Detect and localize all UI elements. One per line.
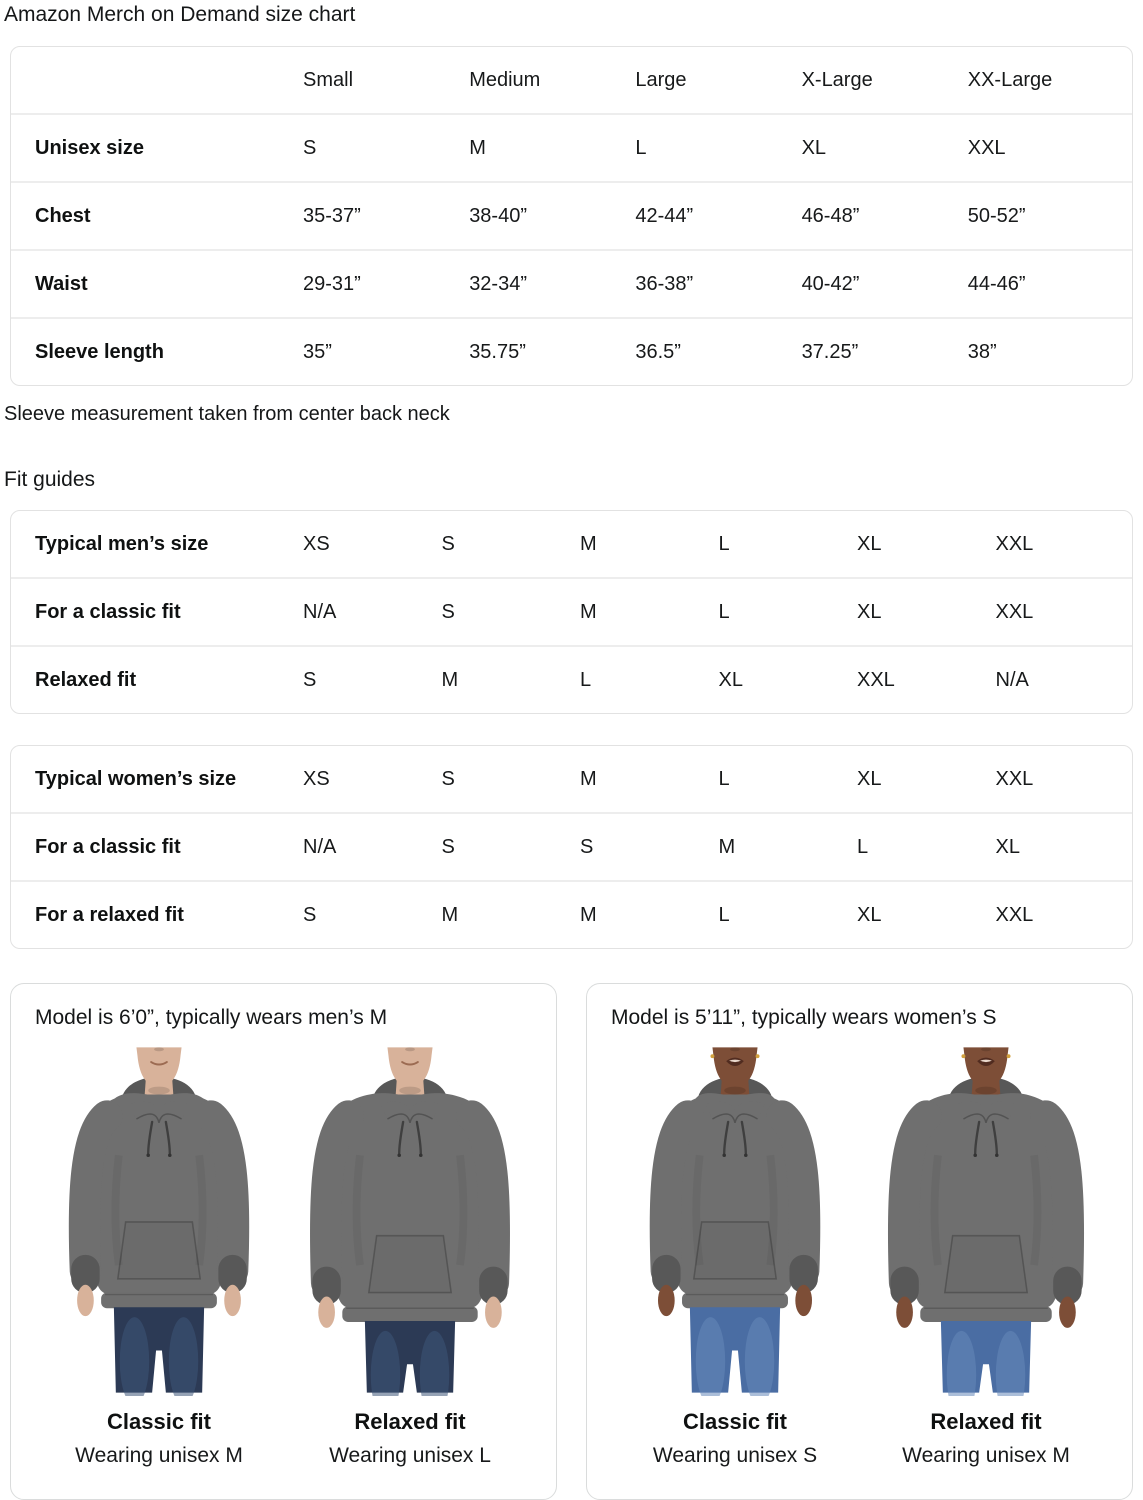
fit-label: Classic fit	[683, 1409, 787, 1434]
size-cell: L	[855, 812, 994, 880]
size-cell: 38”	[966, 317, 1132, 385]
table-row	[11, 317, 1132, 385]
size-cell: N/A	[301, 812, 440, 880]
model-card-heading: Model is 6’0”, typically wears men’s M	[35, 1006, 388, 1029]
row-label: For a relaxed fit	[11, 880, 301, 948]
size-cell: 35.75”	[467, 317, 633, 385]
hoodie-model-illustration	[307, 1044, 513, 1396]
size-cell: XXL	[966, 113, 1132, 181]
fit-label: Relaxed fit	[354, 1409, 466, 1434]
size-cell: XXL	[995, 767, 1034, 790]
size-cell: 32-34”	[467, 249, 633, 317]
corner-cell	[11, 47, 301, 113]
size-cell: N/A	[301, 577, 440, 645]
column-header: XX-Large	[967, 68, 1053, 91]
model-photo	[632, 1044, 838, 1396]
size-cell: S	[301, 645, 440, 713]
size-cell: S	[578, 812, 717, 880]
column-header: Medium	[469, 68, 541, 91]
size-cell: S	[301, 880, 440, 948]
size-cell: 40-42”	[800, 249, 966, 317]
size-cell: 42-44”	[633, 181, 799, 249]
size-cell: S	[441, 532, 455, 555]
size-cell: S	[301, 113, 467, 181]
column-header-row	[11, 47, 1132, 113]
model-card-women	[586, 983, 1133, 1500]
size-cell: XL	[855, 577, 994, 645]
size-cell: L	[717, 880, 856, 948]
table-row	[11, 746, 1132, 812]
table-row	[11, 577, 1132, 645]
hoodie-model-illustration	[632, 1044, 838, 1396]
table-row	[11, 511, 1132, 577]
size-cell: 50-52”	[966, 181, 1132, 249]
size-cell: XXL	[994, 577, 1133, 645]
size-cell: XL	[994, 812, 1133, 880]
column-header: X-Large	[801, 68, 873, 91]
size-cell: M	[440, 645, 579, 713]
size-cell: XXL	[995, 532, 1034, 555]
row-label: For a classic fit	[11, 812, 301, 880]
model-card-heading: Model is 5’11”, typically wears women’s S	[611, 1006, 997, 1029]
size-cell: XL	[717, 645, 856, 713]
table-row	[11, 113, 1132, 181]
size-cell: XXL	[994, 880, 1133, 948]
row-label: Typical men’s size	[35, 532, 209, 555]
model-photo	[307, 1044, 513, 1396]
size-cell: 35”	[301, 317, 467, 385]
size-cell: 44-46”	[966, 249, 1132, 317]
size-cell: L	[633, 113, 799, 181]
wearing-label: Wearing unisex L	[329, 1444, 491, 1467]
model-photo	[883, 1044, 1089, 1396]
size-cell: M	[717, 812, 856, 880]
model-figures	[611, 1044, 1110, 1468]
model-caption	[619, 1409, 851, 1468]
row-label: Relaxed fit	[11, 645, 301, 713]
fit-label: Relaxed fit	[930, 1409, 1042, 1434]
column-header: Small	[303, 68, 354, 91]
row-label: Waist	[11, 249, 301, 317]
size-cell: XS	[303, 532, 330, 555]
size-cell: XL	[855, 880, 994, 948]
table-row	[11, 181, 1132, 249]
size-cell: 35-37”	[301, 181, 467, 249]
row-label: Sleeve length	[11, 317, 301, 385]
size-cell: L	[717, 577, 856, 645]
size-cell: 38-40”	[467, 181, 633, 249]
model-caption	[43, 1409, 275, 1468]
size-cell: S	[440, 577, 579, 645]
size-cell: 36-38”	[633, 249, 799, 317]
fit-guide-women-table	[10, 745, 1133, 949]
model-caption	[870, 1409, 1102, 1468]
size-cell: 46-48”	[800, 181, 966, 249]
table-row	[11, 812, 1132, 880]
size-cell: M	[580, 767, 597, 790]
row-label: Unisex size	[11, 113, 301, 181]
column-header: Large	[635, 68, 687, 91]
fit-guide-men-table	[10, 510, 1133, 714]
table-row	[11, 645, 1132, 713]
size-cell: XXL	[855, 645, 994, 713]
table-row	[11, 249, 1132, 317]
size-cell: M	[467, 113, 633, 181]
size-cell: L	[578, 645, 717, 713]
table-row	[11, 880, 1132, 948]
size-cell: XS	[303, 767, 330, 790]
wearing-label: Wearing unisex M	[902, 1444, 1070, 1467]
wearing-label: Wearing unisex M	[75, 1444, 243, 1467]
size-cell: M	[578, 577, 717, 645]
size-cell: XL	[857, 767, 882, 790]
fit-label: Classic fit	[107, 1409, 211, 1434]
model-card-men	[10, 983, 557, 1500]
size-cell: M	[578, 880, 717, 948]
sleeve-measurement-note: Sleeve measurement taken from center back neck	[4, 403, 450, 425]
size-cell: 29-31”	[301, 249, 467, 317]
model-photo-relaxed-fit	[870, 1044, 1102, 1468]
size-cell: L	[718, 767, 730, 790]
hoodie-model-illustration	[883, 1044, 1089, 1396]
hoodie-model-illustration	[56, 1044, 262, 1396]
row-label: Chest	[11, 181, 301, 249]
row-label: For a classic fit	[11, 577, 301, 645]
size-cell: S	[441, 767, 455, 790]
wearing-label: Wearing unisex S	[652, 1444, 818, 1467]
size-cell: XL	[857, 532, 882, 555]
size-cell: 37.25”	[800, 317, 966, 385]
row-label: Typical women’s size	[35, 767, 237, 790]
size-cell: S	[440, 812, 579, 880]
fit-guides-heading: Fit guides	[4, 468, 96, 491]
model-photo-classic-fit	[43, 1044, 275, 1468]
model-photo	[56, 1044, 262, 1396]
model-figures	[35, 1044, 534, 1468]
size-chart-table	[10, 46, 1133, 386]
size-cell: M	[580, 532, 597, 555]
model-cards	[10, 983, 1139, 1500]
size-cell: 36.5”	[633, 317, 799, 385]
model-photo-relaxed-fit	[294, 1044, 526, 1468]
size-cell: M	[440, 880, 579, 948]
model-photo-classic-fit	[619, 1044, 851, 1468]
size-cell: XL	[800, 113, 966, 181]
size-cell: L	[718, 532, 730, 555]
size-cell: N/A	[994, 645, 1133, 713]
model-caption	[294, 1409, 526, 1468]
page-title: Amazon Merch on Demand size chart	[4, 3, 356, 26]
